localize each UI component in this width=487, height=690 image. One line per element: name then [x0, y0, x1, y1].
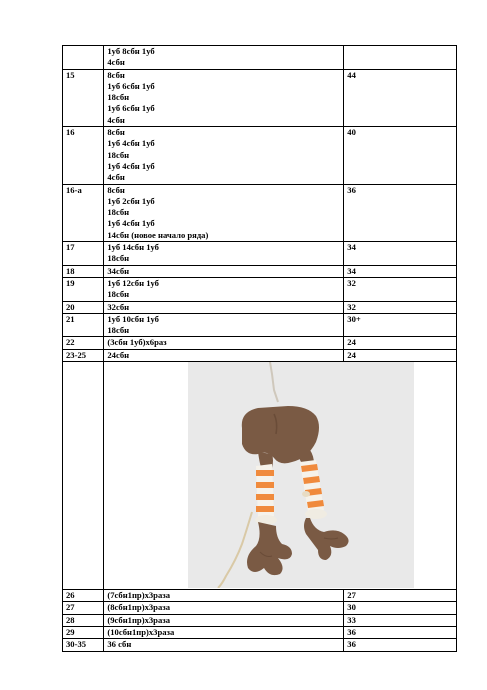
instruction-cell: [104, 626, 344, 638]
instruction-line: (7сбн1пр)х3раза: [107, 590, 170, 601]
instruction-cell: [104, 277, 344, 301]
instruction-line: 4сбн: [107, 114, 125, 125]
instruction-line: 1уб 6сбн 1уб: [107, 103, 155, 114]
instruction-line: 36 сбн: [107, 639, 132, 650]
instruction-line: (10сбн1пр)х3раза: [107, 626, 175, 637]
instruction-line: 1уб 10сбн 1уб: [107, 313, 159, 324]
stitch-count-cell: 34: [344, 242, 457, 266]
instruction-line: 18сбн: [107, 253, 130, 264]
row-number-cell: 15: [63, 69, 104, 126]
instruction-line: 4сбн: [107, 57, 125, 68]
table-row: [63, 349, 457, 361]
instruction-line: (9сбн1пр)х3раза: [107, 614, 170, 625]
stitch-count-cell: 27: [344, 590, 457, 602]
instruction-cell: [104, 242, 344, 266]
row-number-cell: 26: [63, 590, 104, 602]
instruction-line: 18сбн: [107, 207, 130, 218]
stitch-count-cell: 36: [344, 626, 457, 638]
table-row: [63, 337, 457, 349]
instruction-line: 1уб 4сбн 1уб: [107, 218, 155, 229]
instruction-line: 18сбн: [107, 325, 130, 336]
stitch-count-cell: 32: [344, 301, 457, 313]
instruction-cell: [104, 127, 344, 184]
instruction-cell: [104, 337, 344, 349]
stitch-count-cell: 40: [344, 127, 457, 184]
instruction-line: 8сбн: [107, 69, 125, 80]
stitch-count-cell: 33: [344, 614, 457, 626]
row-number-cell: 16-а: [63, 184, 104, 241]
row-number-cell: 29: [63, 626, 104, 638]
instruction-cell: [104, 46, 344, 70]
stitch-count-cell: 30+: [344, 313, 457, 337]
photo-cell-left: [63, 362, 104, 590]
instruction-line: 1уб 6сбн 1уб: [107, 80, 155, 91]
table-row: [63, 46, 457, 70]
table-row: [63, 277, 457, 301]
row-number-cell: 17: [63, 242, 104, 266]
instruction-cell: [104, 602, 344, 614]
instruction-line: (8сбн1пр)х3раза: [107, 602, 170, 613]
stitch-count-cell: 36: [344, 184, 457, 241]
photo-row-group: [63, 362, 457, 590]
stitch-count-cell: 24: [344, 337, 457, 349]
instruction-cell: [104, 69, 344, 126]
instruction-line: (3сбн 1уб)х6раз: [107, 337, 167, 348]
row-number-cell: 27: [63, 602, 104, 614]
row-number-cell: 23-25: [63, 349, 104, 361]
pattern-table: [62, 45, 457, 652]
instruction-line: 1уб 14сбн 1уб: [107, 242, 159, 253]
table-row: [63, 265, 457, 277]
table-row: [63, 127, 457, 184]
instruction-cell: [104, 614, 344, 626]
instruction-cell: [104, 265, 344, 277]
table-row: [63, 301, 457, 313]
instruction-line: 24сбн: [107, 349, 130, 360]
instruction-line: 18сбн: [107, 289, 130, 300]
toy-legs-photo: [188, 362, 414, 588]
pattern-table-top: [63, 46, 457, 362]
instruction-cell: [104, 349, 344, 361]
row-number-cell: [63, 46, 104, 70]
instruction-line: 1уб 12сбн 1уб: [107, 277, 159, 288]
row-number-cell: 19: [63, 277, 104, 301]
table-row: [63, 602, 457, 614]
photo-cell: [104, 362, 457, 590]
instruction-line: 1уб 4сбн 1уб: [107, 138, 155, 149]
pattern-table-bottom: [63, 590, 457, 651]
instruction-line: 34сбн: [107, 265, 130, 276]
row-number-cell: 22: [63, 337, 104, 349]
instruction-line: 18сбн: [107, 149, 130, 160]
instruction-line: 14сбн (новое начало ряда): [107, 229, 209, 240]
table-row: [63, 639, 457, 651]
stitch-count-cell: 36: [344, 639, 457, 651]
instruction-line: 8сбн: [107, 184, 125, 195]
instruction-line: 8сбн: [107, 127, 125, 138]
instruction-cell: [104, 590, 344, 602]
row-number-cell: 16: [63, 127, 104, 184]
instruction-line: 1уб 4сбн 1уб: [107, 160, 155, 171]
instruction-line: 1уб 2сбн 1уб: [107, 195, 155, 206]
row-number-cell: 30-35: [63, 639, 104, 651]
stitch-count-cell: 30: [344, 602, 457, 614]
stitch-count-cell: 34: [344, 265, 457, 277]
instruction-cell: [104, 313, 344, 337]
table-row: [63, 590, 457, 602]
stitch-count-cell: 24: [344, 349, 457, 361]
table-row: [63, 614, 457, 626]
table-row: [63, 313, 457, 337]
instruction-line: 32сбн: [107, 301, 130, 312]
stitch-count-cell: 44: [344, 69, 457, 126]
instruction-cell: [104, 639, 344, 651]
row-number-cell: 20: [63, 301, 104, 313]
row-number-cell: 28: [63, 614, 104, 626]
table-row: [63, 184, 457, 241]
row-number-cell: 18: [63, 265, 104, 277]
table-row: [63, 626, 457, 638]
instruction-line: 1уб 8сбн 1уб: [107, 46, 155, 56]
table-row: [63, 242, 457, 266]
table-row: [63, 69, 457, 126]
instruction-line: 4сбн: [107, 172, 125, 183]
instruction-cell: [104, 184, 344, 241]
stitch-count-cell: [344, 46, 457, 70]
instruction-line: 18сбн: [107, 92, 130, 103]
instruction-cell: [104, 301, 344, 313]
row-number-cell: 21: [63, 313, 104, 337]
stitch-count-cell: 32: [344, 277, 457, 301]
photo-row: [63, 362, 457, 590]
